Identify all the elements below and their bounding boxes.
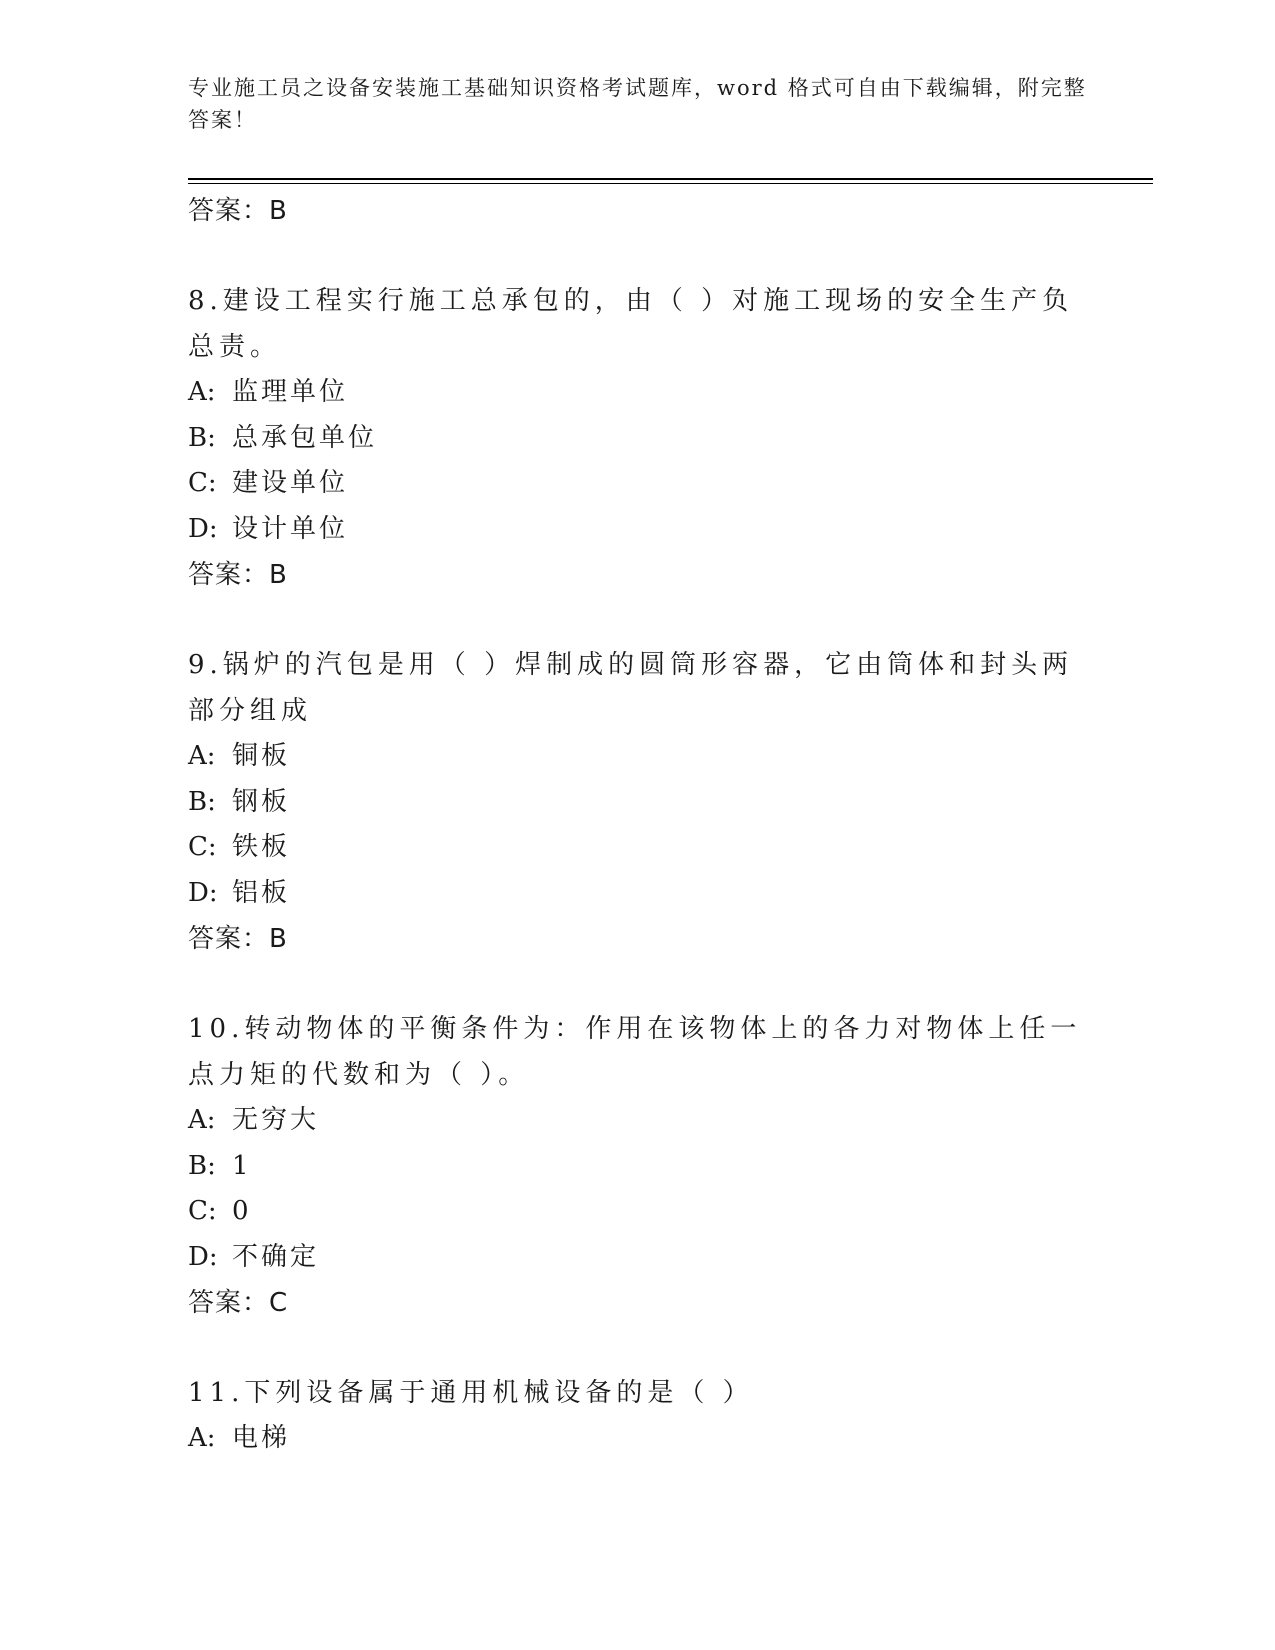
option-a [188,1098,1088,1144]
option-a [188,734,1088,780]
option-d [188,507,1088,553]
option-text: 铜板 [232,741,291,771]
option-text: 电梯 [232,1423,291,1453]
question-stem: 8.建设工程实行施工总承包的，由（ ）对施工现场的安全生产负总责。 [188,286,1074,362]
question-9 [188,642,1088,962]
option-key: C: [188,468,217,498]
option-text: 设计单位 [232,513,349,544]
option-b [188,1144,1088,1190]
option-key: B: [188,786,216,817]
option-text: 钢板 [232,786,291,817]
option-c [188,825,1088,871]
option-key: B: [188,1150,216,1181]
option-c [188,461,1088,507]
option-b [188,780,1088,826]
option-key: A: [188,377,216,407]
option-text: 建设单位 [232,468,349,498]
option-text: 无穷大 [232,1105,320,1135]
option-a [188,1416,1088,1462]
option-d [188,1235,1088,1281]
option-text: 0 [232,1196,252,1226]
question-10 [188,1006,1088,1326]
option-text: 监理单位 [232,377,349,407]
option-key: C: [188,832,217,862]
question-stem: 11.下列设备属于通用机械设备的是（ ） [188,1378,754,1408]
header-divider-thin [188,183,1153,184]
option-a [188,370,1088,416]
question-stem: 10.转动物体的平衡条件为：作用在该物体上的各力对物体上任一点力矩的代数和为（ ）。 [188,1014,1082,1090]
option-key: B: [188,422,216,453]
header-divider-thick [188,178,1153,180]
option-key: D: [188,877,218,908]
document-header: 专业施工员之设备安装施工基础知识资格考试题库，word 格式可自由下载编辑，附完整答案！ [188,76,1087,132]
option-text: 不确定 [232,1241,320,1272]
answer-line: 答案：B [188,560,288,590]
question-11 [188,1370,1088,1462]
answer-line: 答案：B [188,196,288,226]
option-text: 总承包单位 [232,422,378,453]
option-key: A: [188,1423,216,1453]
question-list [188,188,1088,1462]
option-b [188,416,1088,462]
option-key: A: [188,1105,216,1135]
option-text: 铝板 [232,877,291,908]
question-stem: 9.锅炉的汽包是用（ ）焊制成的圆筒形容器，它由筒体和封头两部分组成 [188,650,1074,726]
answer-line: 答案：C [188,1288,289,1318]
option-text: 铁板 [232,832,291,862]
option-key: A: [188,741,216,771]
option-key: D: [188,513,218,544]
option-d [188,871,1088,917]
option-key: C: [188,1196,217,1226]
option-c [188,1189,1088,1235]
question-8 [188,278,1088,598]
option-text: 1 [232,1150,252,1181]
option-key: D: [188,1241,218,1272]
answer-line: 答案：B [188,924,288,954]
